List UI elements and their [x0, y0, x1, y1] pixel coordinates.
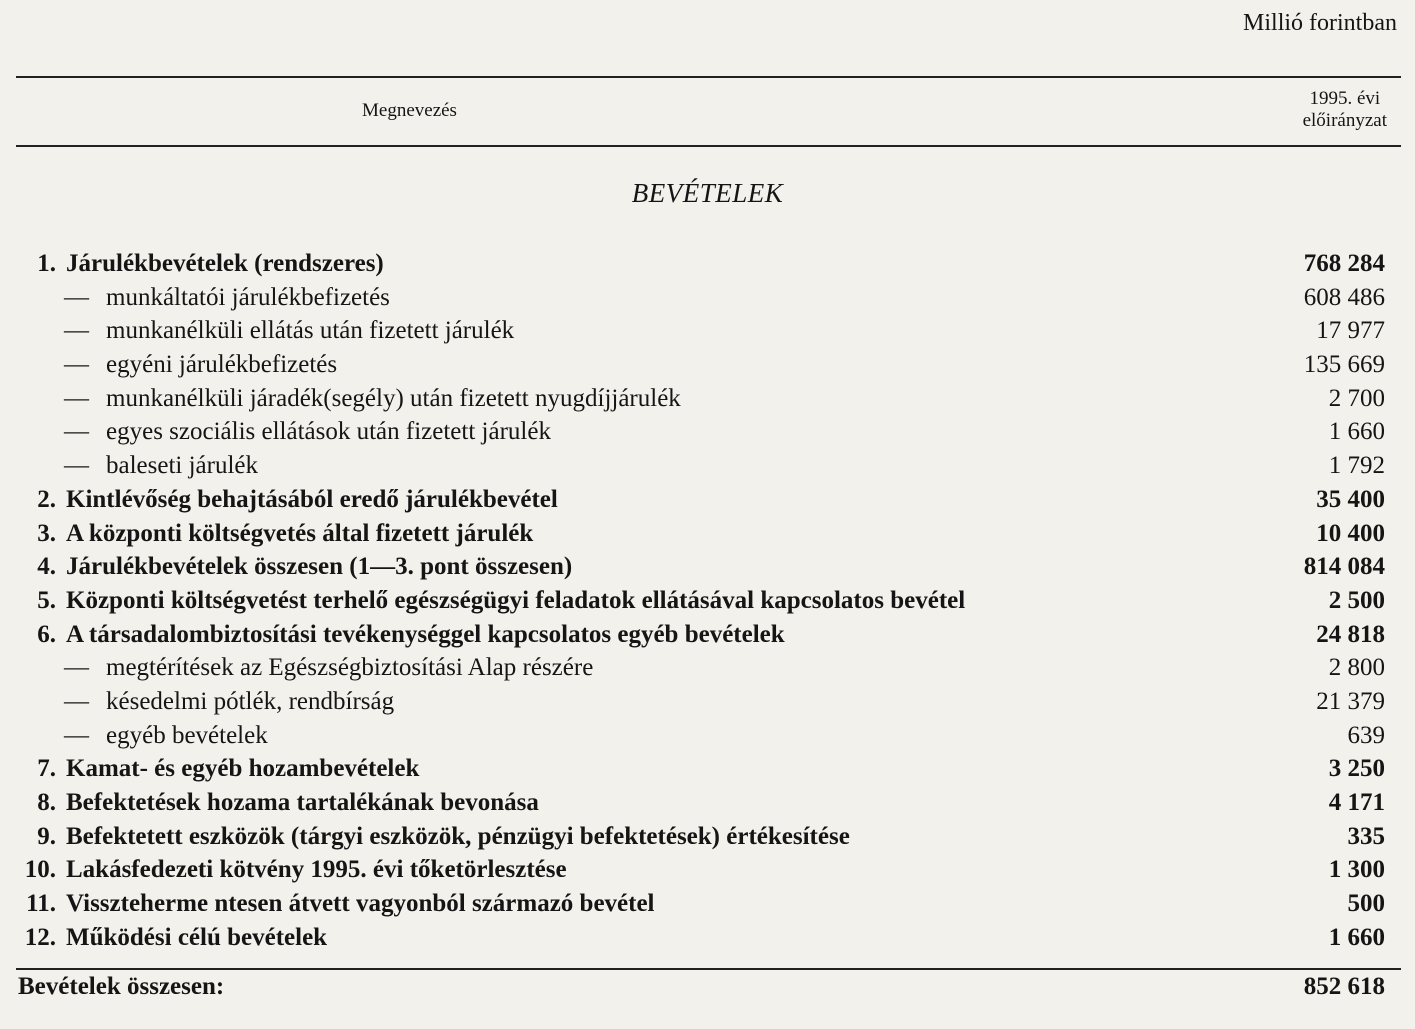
row-dash: —: [64, 418, 89, 446]
row-number: 11.: [26, 890, 56, 918]
column-header-name: Megnevezés: [362, 100, 457, 121]
row-dash: —: [64, 452, 89, 480]
row-label: Lakásfedezeti kötvény 1995. évi tőketörlesztése: [66, 856, 567, 884]
row-number: 2.: [37, 485, 56, 513]
table-row: [0, 853, 1415, 887]
row-label: baleseti járulék: [106, 452, 259, 480]
row-label: Járulékbevételek összesen (1—3. pont összesen): [66, 553, 573, 581]
row-value: 1 300: [1328, 856, 1385, 884]
row-value: 500: [1347, 890, 1385, 918]
row-number: 4.: [37, 553, 56, 581]
row-value: 10 400: [1316, 519, 1385, 547]
row-value: 608 486: [1303, 283, 1385, 311]
total-label: Bevételek összesen:: [18, 973, 225, 1000]
row-value: 21 379: [1316, 687, 1385, 715]
table-row: [0, 415, 1415, 449]
row-label: Kintlévőség behajtásából eredő járulékbevétel: [66, 485, 558, 513]
row-value: 4 171: [1328, 789, 1385, 816]
table-row: [0, 247, 1415, 281]
table-row: [0, 584, 1415, 618]
row-value: 17 977: [1316, 317, 1385, 345]
row-label: egyéni járulékbefizetés: [106, 351, 338, 379]
row-value: 1 792: [1328, 452, 1385, 480]
column-header-value-line1: 1995. évi: [1309, 88, 1381, 109]
table-row: [0, 685, 1415, 719]
table-row: [0, 618, 1415, 652]
row-number: 12.: [24, 923, 56, 951]
row-label: megtérítések az Egészségbiztosítási Alap részére: [106, 654, 594, 682]
row-label: munkáltatói járulékbefizetés: [106, 283, 390, 311]
section-title: BEVÉTELEK: [631, 178, 784, 208]
table-row: [0, 281, 1415, 315]
table-row: [0, 382, 1415, 416]
row-value: 1 660: [1328, 418, 1385, 446]
row-dash: —: [64, 384, 89, 412]
row-label: késedelmi pótlék, rendbírság: [106, 687, 395, 715]
row-dash: —: [64, 317, 89, 345]
row-label: munkanélküli ellátás után fizetett járulék: [106, 317, 515, 345]
row-number: 5.: [37, 586, 56, 614]
column-header-value-line2: előirányzat: [1302, 110, 1387, 131]
header-rule: [16, 145, 1401, 147]
table-row: [0, 651, 1415, 685]
row-number: 9.: [37, 822, 56, 850]
table-row: [0, 517, 1415, 551]
row-label: Kamat- és egyéb hozambevételek: [66, 755, 420, 783]
row-value: 639: [1347, 721, 1385, 749]
row-number: 10.: [24, 856, 56, 884]
total-row: [18, 970, 1385, 1004]
table-row: [0, 449, 1415, 483]
table-row: [0, 550, 1415, 584]
row-number: 1.: [37, 250, 56, 277]
table-row: [0, 786, 1415, 820]
row-label: A társadalombiztosítási tevékenységgel kapcsolatos egyéb bevételek: [66, 620, 785, 648]
row-label: Befektetések hozama tartalékának bevonása: [66, 789, 539, 816]
row-dash: —: [64, 283, 89, 311]
row-value: 1 660: [1328, 923, 1385, 951]
row-label: A központi költségvetés által fizetett járulék: [66, 519, 534, 547]
row-label: egyes szociális ellátások után fizetett járulék: [106, 418, 551, 446]
row-number: 7.: [37, 755, 56, 783]
row-dash: —: [64, 687, 89, 715]
total-value: 852 618: [1303, 973, 1385, 1000]
row-label: Járulékbevételek (rendszeres): [66, 250, 384, 277]
unit-label: Millió forintban: [1243, 10, 1397, 36]
row-value: 135 669: [1303, 351, 1385, 379]
table-row: [0, 752, 1415, 786]
row-label: Visszteherme ntesen átvett vagyonból származó bevétel: [66, 890, 655, 918]
table-row: [0, 887, 1415, 921]
row-label: Befektetett eszközök (tárgyi eszközök, pénzügyi befektetések) értékesítése: [66, 822, 850, 850]
table-row: [0, 921, 1415, 955]
row-value: 2 700: [1328, 384, 1385, 412]
row-number: 3.: [37, 519, 56, 547]
table-row: [0, 348, 1415, 382]
revenue-table: [0, 247, 1415, 954]
row-label: munkanélküli járadék(segély) után fizetett nyugdíjjárulék: [106, 384, 681, 412]
row-value: 814 084: [1303, 553, 1385, 581]
row-value: 335: [1347, 822, 1385, 850]
row-number: 6.: [37, 620, 56, 648]
row-value: 2 800: [1328, 654, 1385, 682]
row-value: 2 500: [1328, 586, 1385, 614]
row-value: 768 284: [1303, 250, 1385, 277]
row-label: egyéb bevételek: [106, 721, 268, 749]
column-header-value: [1303, 88, 1387, 132]
row-dash: —: [64, 721, 89, 749]
row-value: 3 250: [1328, 755, 1385, 783]
table-row: [0, 820, 1415, 854]
table-row: [0, 314, 1415, 348]
row-label: Működési célú bevételek: [66, 923, 328, 951]
table-row: [0, 719, 1415, 753]
row-dash: —: [64, 351, 89, 379]
row-label: Központi költségvetést terhelő egészségügyi feladatok ellátásával kapcsolatos bevétel: [66, 586, 966, 614]
row-value: 24 818: [1316, 620, 1385, 648]
row-number: 8.: [37, 789, 56, 816]
row-value: 35 400: [1316, 485, 1385, 513]
top-rule: [16, 76, 1401, 78]
table-row: [0, 483, 1415, 517]
row-dash: —: [64, 654, 89, 682]
